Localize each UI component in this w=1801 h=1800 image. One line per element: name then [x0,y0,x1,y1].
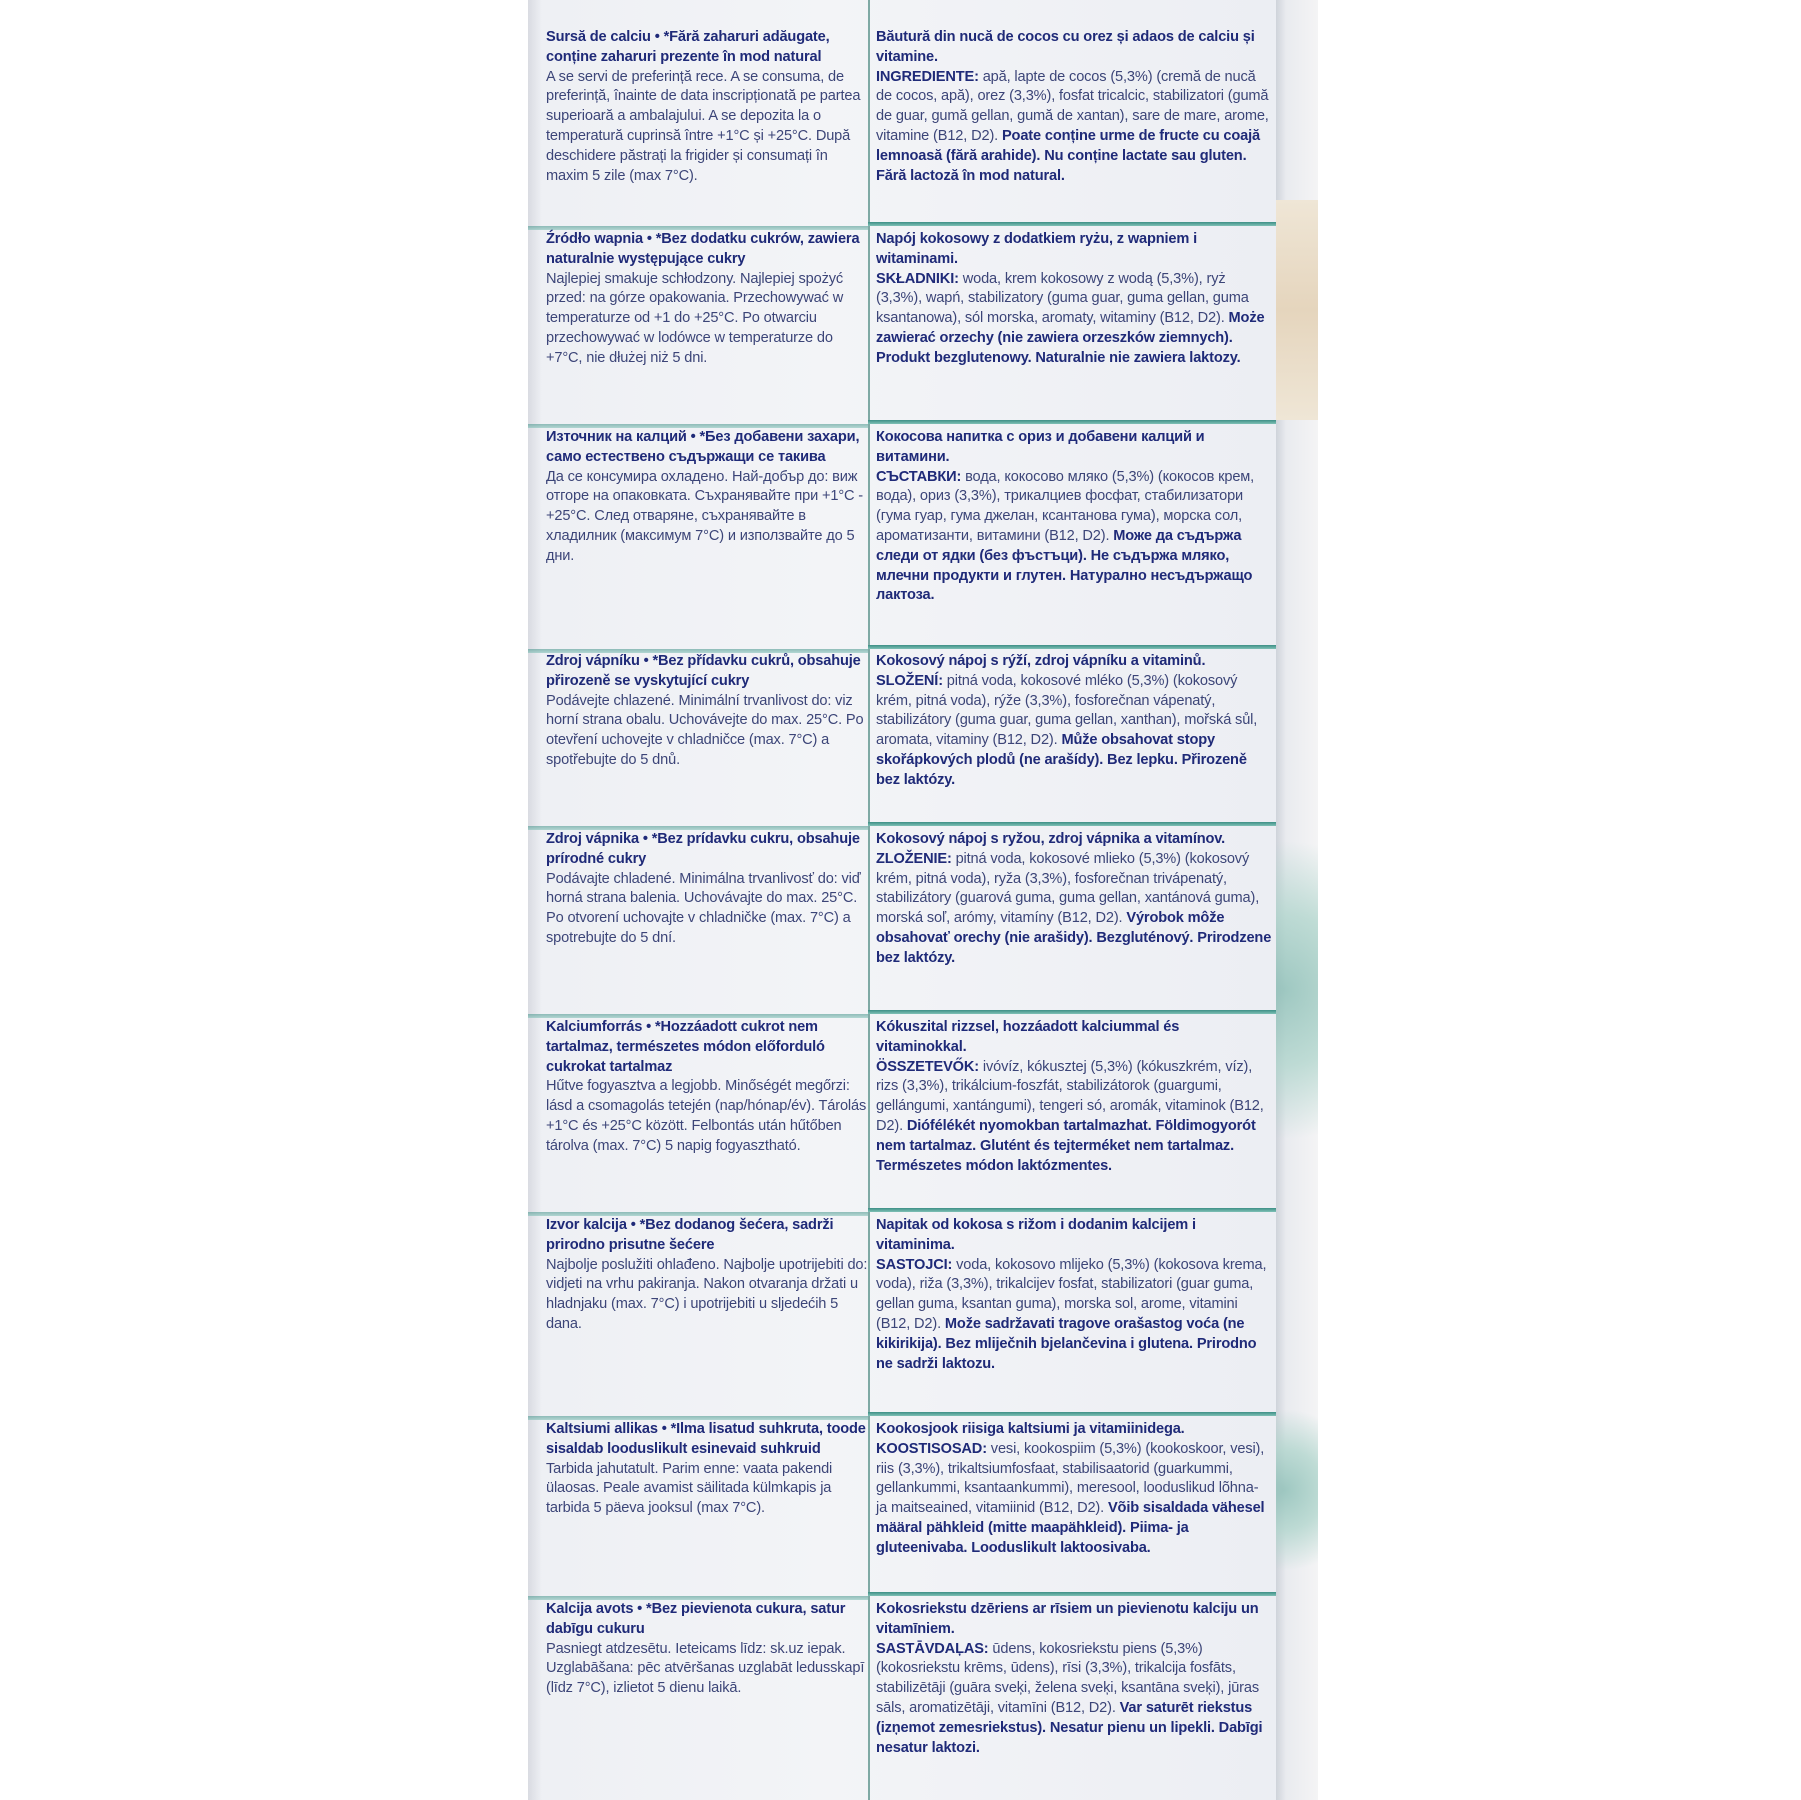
storage-info-block [546,230,872,369]
product-description: Kookosjook riisiga kaltsiumi ja vitamiinidega. [876,1421,1185,1437]
allergen-statement: Může obsahovat stopy skořápkových plodů (ne arašídy). Bez lepku. Přirozeně bez laktózy. [876,732,1247,788]
calcium-source-heading: Izvor kalcija • *Bez dodanog šećera, sadrži prirodno prisutne šećere [546,1217,834,1253]
allergen-statement: Výrobok môže obsahovať orechy (nie arašidy). Bezgluténový. Prirodzene bez laktózy. [876,910,1272,966]
ingredients-block [876,1018,1272,1176]
product-description: Kokosriekstu dzēriens ar rīsiem un pievienotu kalciju un vitamīniem. [876,1601,1259,1637]
allergen-statement: Var saturēt riekstus (izņemot zemesriekstus). Nesatur pienu un lipekli. Dabīgi nesatur laktozi. [876,1699,1263,1756]
product-description: Napitak od kokosa s rižom i dodanim kalcijem i vitaminima. [876,1217,1196,1253]
allergen-statement: Może zawierać orzechy (nie zawiera orzeszków ziemnych). Produkt bezglutenowy. Naturalnie nie zawiera laktozy. [876,310,1265,366]
ingredients-label: SLOŽENÍ: [876,672,943,689]
ingredients-label: SASTOJCI: [876,1256,953,1273]
storage-instructions: Podávejte chlazené. Minimální trvanlivost do: viz horní strana obalu. Uchovávejte do max. 25°C. Po otevření uchovejte v chladničce (max. 7°C) a spotřebujte do 5 dnů. [546,692,864,768]
ingredients-list: вода, кокосово мляко (5,3%) (кокосов крем, вода), ориз (3,3%), трикалциев фосфат, стабилизатори (гума гуар, гума джелан, ксантанова гума), морска сол, ароматизанти, витамини (B12, D2). [876,468,1255,544]
storage-instructions: Najlepiej smakuje schłodzony. Najlepiej spożyć przed: na górze opakowania. Przechowywać w temperaturze od +1 do +25°C. Po otwarciu przechowywać w lodówce w temperaturze do +7°C, nie dłużej niż 5 dni. [546,270,844,366]
storage-info-block [546,1420,872,1519]
storage-info-block [546,1018,872,1157]
storage-info-block [546,830,872,949]
ingredients-label: INGREDIENTE: [876,68,979,85]
calcium-source-heading: Sursă de calciu • *Fără zaharuri adăugate, conține zaharuri prezente în mod natural [546,29,830,65]
ingredients-block [876,830,1272,969]
storage-instructions: A se servi de preferință rece. A se consuma, de preferință, înainte de data inscripționată pe partea superioară a ambalajului. A se depozita la o temperatură cuprinsă între +1°C și +25°C. După deschidere păstrați la frigider și consumați în maxim 5 zile (max 7°C). [546,68,861,184]
ingredients-label: ZLOŽENIE: [876,850,952,867]
flap-beige-band [1276,200,1318,420]
ingredients-block [876,652,1272,791]
calcium-source-heading: Kaltsiumi allikas • *Ilma lisatud suhkruta, toode sisaldab looduslikult esinevaid suhkruid [546,1421,866,1457]
section-divider-line [868,1010,1276,1014]
ingredients-label: ÖSSZETEVŐK: [876,1058,979,1075]
section-divider-line [868,1412,1276,1416]
ingredients-block [876,28,1272,186]
product-description: Кокосова напитка с ориз и добавени калций и витамини. [876,429,1205,465]
ingredients-block [876,1600,1272,1758]
section-divider-line [868,822,1276,826]
calcium-source-heading: Kalcija avots • *Bez pievienota cukura, satur dabīgu cukuru [546,1601,846,1637]
ingredients-block [876,428,1272,606]
ingredients-list: apă, lapte de cocos (5,3%) (cremă de nucă de cocos, apă), orez (3,3%), fosfat tricalcic, stabilizatori (gumă de guar, gumă gellan, gumă de xantan), sare de mare, arome, vitamine (B12, D2). [876,68,1269,144]
product-description: Napój kokosowy z dodatkiem ryżu, z wapniem i witaminami. [876,231,1198,267]
storage-instructions: Tarbida jahutatult. Parim enne: vaata pakendi ülaosas. Peale avamist säilitada külmkapis ja tarbida 5 päeva jooksul (max 7°C). [546,1460,833,1517]
allergen-statement: Diófélékét nyomokban tartalmazhat. Földimogyorót nem tartalmaz. Glutént és tejterméket nem tartalmaz. Természetes módon laktózmentes. [876,1117,1256,1174]
storage-instructions: Pasniegt atdzesētu. Ieteicams līdz: sk.uz iepak. Uzglabāšana: pēc atvēršanas uzglabāt ledusskapī (līdz 7°C), izlietot 5 dienu laikā. [546,1640,865,1697]
allergen-statement: Može sadržavati tragove orašastog voća (ne kikirikija). Bez mliječnih bjelančevina i glutena. Prirodno ne sadrži laktozu. [876,1315,1257,1372]
section-divider-line [868,1592,1276,1596]
ingredients-list: ivóvíz, kókusztej (5,3%) (kókuszkrém, víz), rizs (3,3%), trikálcium-foszfát, stabilizátorok (guargumi, gellángumi, xantángumi), tengeri só, aromák, vitaminok (B12, D2). [876,1058,1264,1134]
section-divider-line [868,1208,1276,1212]
section-divider-line [868,222,1276,226]
calcium-source-heading: Źródło wapnia • *Bez dodatku cukrów, zawiera naturalnie występujące cukry [546,231,860,267]
ingredients-label: SASTĀVDAĻAS: [876,1640,989,1657]
ingredients-list: woda, krem kokosowy z wodą (5,3%), ryż (3,3%), wapń, stabilizatory (guma guar, guma gellan, guma ksantanowa), sól morska, aromaty, witaminy (B12, D2). [876,270,1249,327]
calcium-source-heading: Zdroj vápnika • *Bez prídavku cukru, obsahuje prírodné cukry [546,831,860,867]
storage-info-block [546,1600,872,1699]
storage-info-block [546,652,872,771]
product-description: Kókuszital rizzsel, hozzáadott kalciummal és vitaminokkal. [876,1019,1180,1055]
ingredients-list: pitná voda, kokosové mléko (5,3%) (kokosový krém, pitná voda), rýže (3,3%), fosforečnan vápenatý, stabilizátory (guma guar, guma gellan, xanthan), mořská sůl, aromata, vitaminy (B12, D2). [876,672,1258,749]
ingredients-block [876,1420,1272,1559]
ingredients-list: voda, kokosovo mlijeko (5,3%) (kokosova krema, voda), riža (3,3%), trikalcijev fosfat, stabilizatori (guar guma, gellan guma, ksantan guma), morska sol, arome, vitamini (B12, D2). [876,1256,1267,1332]
storage-instructions: Да се консумира охладено. Най-добър до: виж отгоре на опаковката. Съхранявайте при +1°C - +25°C. След отваряне, съхранявайте в хладилник (максимум 7°C) и използвайте до 5 дни. [546,468,864,564]
calcium-source-heading: Източник на калций • *Без добавени захари, само естествено съдържащи се такива [546,429,860,465]
ingredients-block [876,1216,1272,1374]
allergen-statement: Poate conține urme de fructe cu coajă lemnoasă (fără arahide). Nu conține lactate sau gluten. Fără lactoză în mod natural. [876,127,1260,184]
ingredients-label: SKŁADNIKI: [876,270,959,287]
calcium-source-heading: Zdroj vápníku • *Bez přídavku cukrů, obsahuje přirozeně se vyskytující cukry [546,653,861,689]
ingredients-list: vesi, kookospiim (5,3%) (kookoskoor, vesi), riis (3,3%), trikaltsiumfosfaat, stabilisaatorid (guarkummi, gellankummi, ksantaankummi), meresool, looduslikud lõhna- ja maitseained, vitamiinid (B12, D2). [876,1440,1265,1517]
storage-info-block [546,428,872,567]
allergen-statement: Може да съдържа следи от ядки (без фъстъци). Не съдържа мляко, млечни продукти и глутен. Натурално несъдържащо лактоза. [876,527,1253,604]
storage-instructions: Podávajte chladené. Minimálna trvanlivosť do: viď horná strana balenia. Uchovávajte do max. 25°C. Po otvorení uchovajte v chladničke (max. 7°C) a spotrebujte do 5 dní. [546,870,861,946]
ingredients-list: pitná voda, kokosové mlieko (5,3%) (kokosový krém, pitná voda), ryža (3,3%), fosforečnan trivápenatý, stabilizátory (guarová guma, guma gellan, xantánová guma), morská soľ, arómy, vitamíny (B12, D2). [876,850,1260,927]
product-description: Kokosový nápoj s rýží, zdroj vápníku a vitaminů. [876,653,1206,669]
section-divider-line [868,420,1276,424]
product-description: Kokosový nápoj s ryžou, zdroj vápnika a vitamínov. [876,831,1226,847]
storage-instructions: Najbolje poslužiti ohlađeno. Najbolje upotrijebiti do: vidjeti na vrhu pakiranja. Nakon otvaranja držati u hladnjaku (max. 7°C) i upotrijebiti u sljedećih 5 dana. [546,1256,868,1332]
allergen-statement: Võib sisaldada vähesel määral pähkleid (mitte maapähkleid). Piima- ja gluteenivaba. Looduslikult laktoosivaba. [876,1500,1265,1556]
calcium-source-heading: Kalciumforrás • *Hozzáadott cukrot nem tartalmaz, természetes módon előforduló cukrokat tartalmaz [546,1019,825,1075]
storage-info-block [546,1216,872,1335]
flap-leaf-pattern [1276,780,1318,1200]
product-description: Băutură din nucă de cocos cu orez și adaos de calciu și vitamine. [876,29,1255,65]
ingredients-block [876,230,1272,369]
ingredients-label: СЪСТАВКИ: [876,468,962,485]
ingredients-list: ūdens, kokosriekstu piens (5,3%) (kokosriekstu krēms, ūdens), rīsi (3,3%), trikalcija fosfāts, stabilizētāji (guāra sveķi, želena sveķi, ksantāna sveķi), jūras sāls, aromatizētāji, vitamīni (B12, D2). [876,1640,1259,1716]
carton-side-panel [528,0,1276,1800]
carton-edge-flap [1276,0,1318,1800]
flap-leaf-pattern-lower [1276,1380,1318,1600]
section-divider-line [868,645,1276,649]
storage-info-block [546,28,872,186]
ingredients-label: KOOSTISOSAD: [876,1440,987,1457]
storage-instructions: Hűtve fogyasztva a legjobb. Minőségét megőrzi: lásd a csomagolás tetején (nap/hónap/év). Tárolás +1°C és +25°C között. Felbontás után hűtőben tárolva (max. 7°C) 5 napig fogyasztható. [546,1078,867,1154]
